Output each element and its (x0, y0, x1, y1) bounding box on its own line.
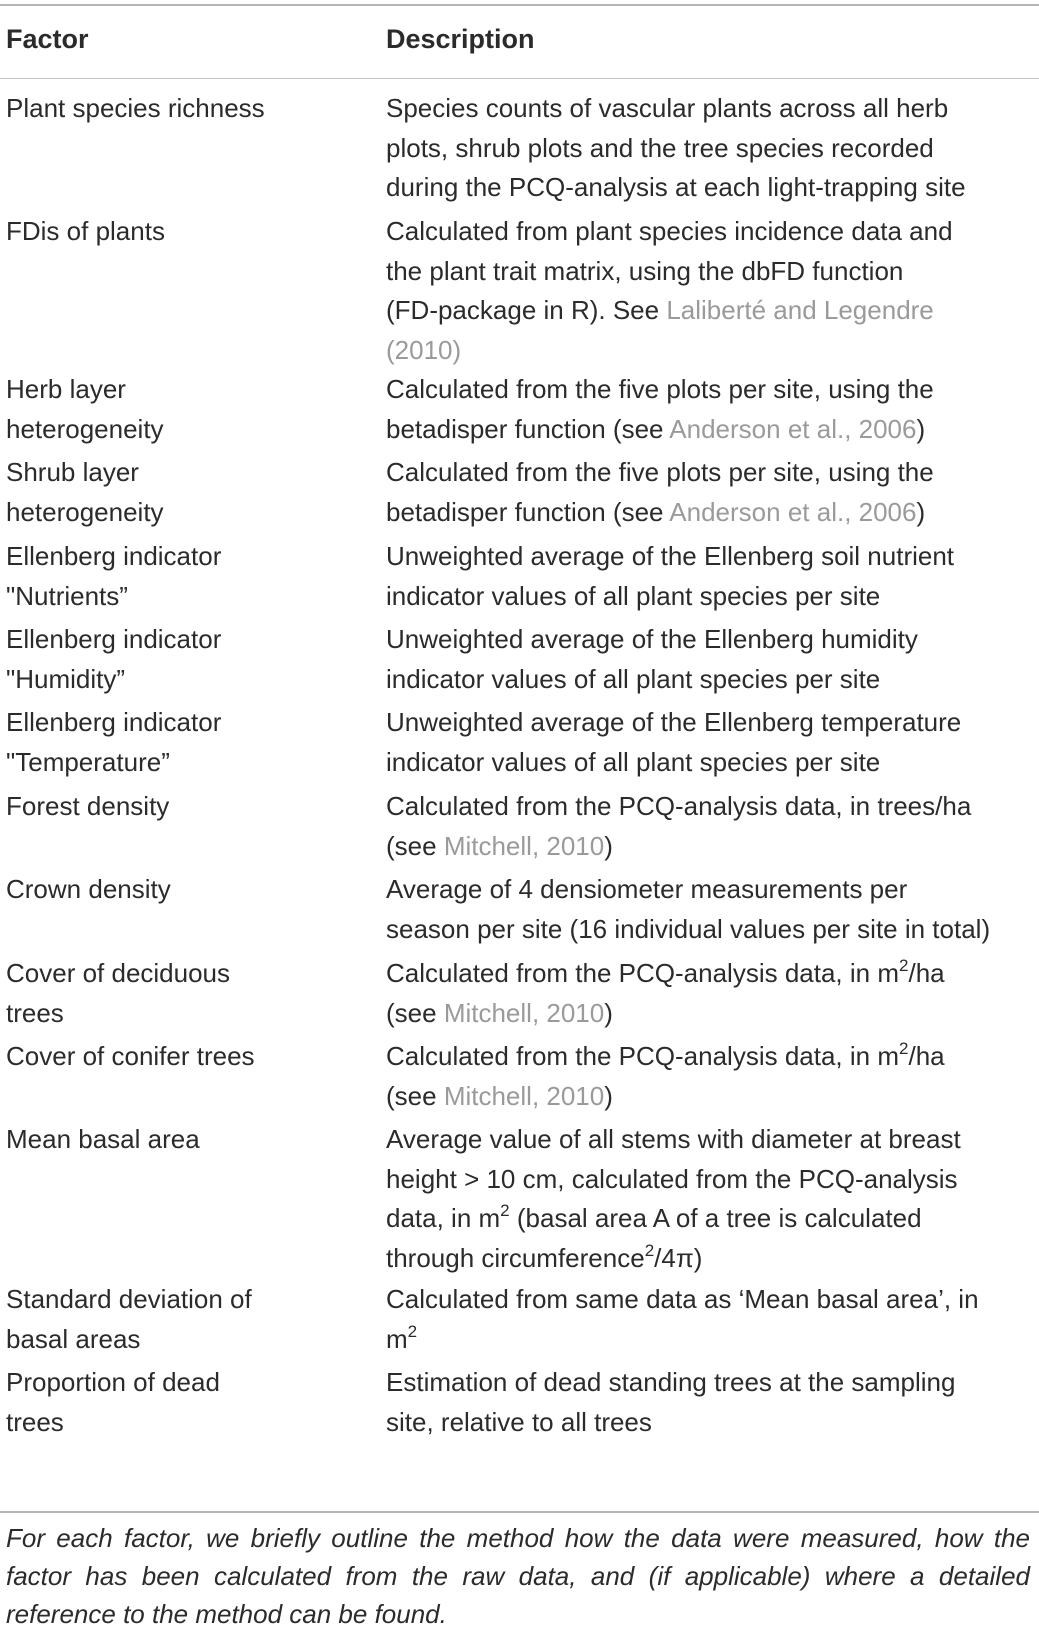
description-text: betadisper function (see (386, 413, 670, 444)
factor-cell (6, 703, 366, 782)
description-text: (see (386, 830, 444, 861)
description-cell (386, 954, 1036, 1033)
factor-cell (6, 787, 366, 827)
description-text: m (386, 1323, 408, 1354)
factor-line: Plant species richness (6, 93, 265, 123)
factor-line: "Nutrients” (6, 580, 128, 611)
description-line (386, 370, 1036, 410)
factor-line: Cover of conifer trees (6, 1041, 255, 1071)
description-text: Calculated from same data as ‘Mean basal area’, in (386, 1284, 979, 1314)
description-line (386, 453, 1036, 493)
description-text: ) (916, 496, 926, 527)
description-text: indicator values of all plant species per site (386, 746, 881, 777)
factor-line: Mean basal area (6, 1124, 200, 1154)
factor-line: basal areas (6, 1323, 141, 1354)
description-text: betadisper function (see (386, 496, 670, 527)
description-cell (386, 787, 1036, 866)
description-text: ) (604, 830, 613, 861)
description-line (386, 1320, 1036, 1360)
description-line (386, 1363, 1036, 1403)
description-text: /ha (908, 1041, 945, 1071)
reference-link[interactable]: (2010) (386, 334, 462, 365)
factor-line: trees (6, 997, 64, 1028)
factor-line: Ellenberg indicator (6, 624, 222, 654)
description-cell (386, 620, 1036, 699)
factor-cell (6, 870, 366, 910)
description-text: ) (604, 1080, 613, 1111)
factor-line: Crown density (6, 874, 171, 904)
column-header-description: Description (386, 24, 535, 54)
description-line (386, 331, 1036, 371)
description-text: the plant trait matrix, using the dbFD function (386, 255, 904, 286)
description-line (386, 168, 1036, 208)
description-cell (386, 89, 1036, 208)
description-line (386, 870, 1036, 910)
description-text: Unweighted average of the Ellenberg humidity (386, 624, 918, 654)
description-line (386, 787, 1036, 827)
reference-link[interactable]: Mitchell, 2010 (443, 1080, 605, 1111)
description-text: season per site (16 individual values per site in total) (386, 913, 991, 944)
factor-cell (6, 1280, 366, 1359)
factor-line: Proportion of dead (6, 1367, 220, 1397)
factor-cell (6, 537, 366, 616)
description-text: (see (386, 997, 444, 1028)
description-cell (386, 453, 1036, 532)
description-text: /ha (908, 958, 945, 988)
table-footnote: For each factor, we briefly outline the method how the data were measured, how the factor has been calculated from the raw data, and (if applicable) where a detailed reference to the method can be found. (6, 1523, 1030, 1629)
description-text: Species counts of vascular plants across all herb (386, 93, 949, 123)
description-cell (386, 1363, 1036, 1442)
column-header-factor: Factor (6, 24, 89, 54)
description-text: (see (386, 1080, 444, 1111)
description-line (386, 252, 1036, 292)
description-cell (386, 212, 1036, 370)
description-text: plots, shrub plots and the tree species recorded (386, 132, 934, 163)
factor-cell (6, 89, 366, 129)
factor-line: "Temperature” (6, 746, 170, 777)
description-line (386, 1280, 1036, 1320)
description-line (386, 954, 1036, 994)
factor-line: trees (6, 1406, 64, 1437)
description-cell (386, 703, 1036, 782)
description-line (386, 1403, 1036, 1443)
description-text: Calculated from the PCQ-analysis data, in m (386, 1041, 899, 1071)
description-text: Unweighted average of the Ellenberg temperature (386, 707, 962, 737)
superscript: 2 (899, 1039, 909, 1058)
description-line (386, 129, 1036, 169)
factor-cell (6, 1037, 366, 1077)
description-text: (FD-package in R). See (386, 295, 667, 325)
description-text: /4π) (654, 1242, 703, 1273)
description-text: through circumference (386, 1242, 645, 1273)
description-text: Calculated from plant species incidence data and (386, 216, 953, 246)
factor-line: Standard deviation of (6, 1284, 252, 1314)
description-cell (386, 1120, 1036, 1278)
description-line (386, 1037, 1036, 1077)
description-line (386, 89, 1036, 129)
table-top-rule (0, 4, 1039, 6)
description-cell (386, 1037, 1036, 1116)
description-cell (386, 537, 1036, 616)
description-line (386, 537, 1036, 577)
superscript: 2 (899, 956, 909, 975)
description-line (386, 703, 1036, 743)
description-text: Average value of all stems with diameter at breast (386, 1124, 961, 1154)
description-line (386, 1199, 1036, 1239)
reference-link[interactable]: Laliberté and Legendre (666, 295, 934, 325)
description-line (386, 743, 1036, 783)
factor-line: Forest density (6, 791, 170, 821)
description-line (386, 577, 1036, 617)
description-line (386, 1239, 1036, 1279)
factor-cell (6, 370, 366, 449)
description-text: Calculated from the five plots per site, using the (386, 457, 934, 487)
reference-link[interactable]: Mitchell, 2010 (443, 997, 605, 1028)
description-text: ) (916, 413, 926, 444)
description-line (386, 1160, 1036, 1200)
description-text: data, in m (386, 1203, 501, 1233)
description-line (386, 212, 1036, 252)
description-text: Calculated from the PCQ-analysis data, in m (386, 958, 899, 988)
description-line (386, 1120, 1036, 1160)
factor-line: heterogeneity (6, 413, 164, 444)
factor-line: heterogeneity (6, 496, 164, 527)
description-text: ) (604, 997, 613, 1028)
description-text: indicator values of all plant species per site (386, 663, 881, 694)
factor-cell (6, 453, 366, 532)
description-text: (basal area A of a tree is calculated (509, 1203, 922, 1233)
description-text: indicator values of all plant species per site (386, 580, 881, 611)
description-text: Calculated from the five plots per site, using the (386, 374, 934, 404)
description-line (386, 291, 1036, 331)
factor-line: Shrub layer (6, 457, 139, 487)
description-text: Calculated from the PCQ-analysis data, in trees/ha (386, 791, 972, 821)
factor-line: Ellenberg indicator (6, 707, 222, 737)
description-line (386, 910, 1036, 950)
factor-cell (6, 620, 366, 699)
factor-line: Cover of deciduous (6, 958, 231, 988)
reference-link[interactable]: Anderson et al., 2006 (669, 413, 917, 444)
description-line (386, 620, 1036, 660)
superscript: 2 (407, 1321, 418, 1341)
table-bottom-rule (0, 1511, 1039, 1513)
description-cell (386, 370, 1036, 449)
factor-line: Herb layer (6, 374, 126, 404)
description-cell (386, 870, 1036, 949)
factor-cell (6, 212, 366, 252)
description-cell (386, 1280, 1036, 1359)
description-text: height > 10 cm, calculated from the PCQ-analysis (386, 1163, 958, 1194)
description-text: Estimation of dead standing trees at the sampling (386, 1367, 956, 1397)
superscript: 2 (644, 1240, 655, 1260)
description-line (386, 1077, 1036, 1117)
superscript: 2 (500, 1201, 510, 1220)
description-text: site, relative to all trees (386, 1406, 652, 1437)
description-line (386, 827, 1036, 867)
description-text: Unweighted average of the Ellenberg soil nutrient (386, 541, 955, 571)
header-bottom-rule (0, 78, 1039, 79)
description-line (386, 410, 1036, 450)
description-line (386, 493, 1036, 533)
factor-line: "Humidity” (6, 663, 126, 694)
reference-link[interactable]: Mitchell, 2010 (443, 830, 605, 861)
description-text: Average of 4 densiometer measurements per (386, 874, 908, 904)
description-line (386, 660, 1036, 700)
reference-link[interactable]: Anderson et al., 2006 (669, 496, 917, 527)
description-text: during the PCQ-analysis at each light-trapping site (386, 172, 966, 202)
factor-cell (6, 1363, 366, 1442)
factor-line: Ellenberg indicator (6, 541, 222, 571)
factor-cell (6, 954, 366, 1033)
factor-cell (6, 1120, 366, 1160)
description-line (386, 994, 1036, 1034)
factor-line: FDis of plants (6, 216, 165, 246)
